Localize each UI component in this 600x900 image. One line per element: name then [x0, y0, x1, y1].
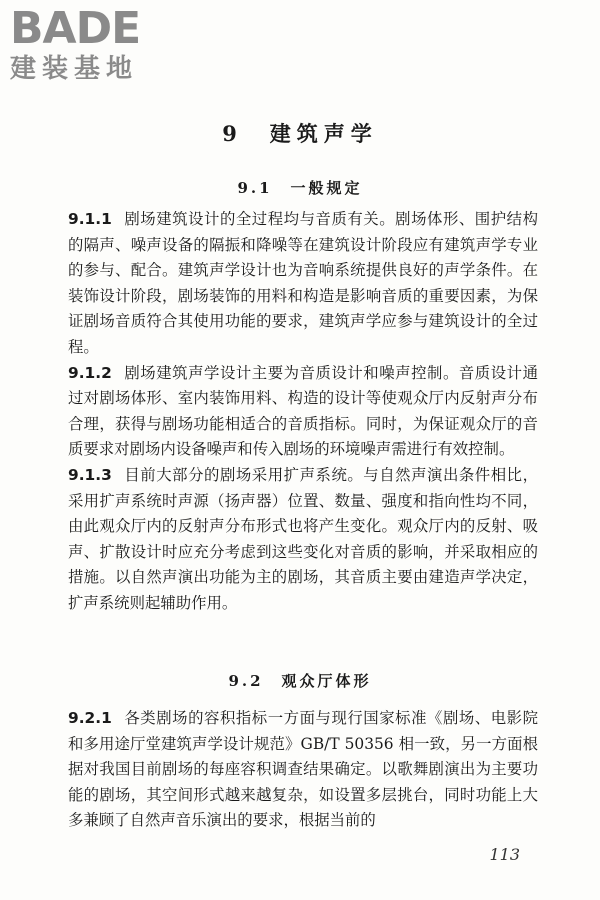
section-title-9-2: 9.2 观众厅体形: [228, 672, 372, 690]
clause-9-1-3: [68, 463, 538, 617]
clause-text: 剧场建筑设计的全过程均与音质有关。剧场体形、围护结构的隔声、噪声设备的隔振和降噪等在建筑设计阶段应有建筑声学专业的参与、配合。建筑声学设计也为音响系统提供良好的声学条件。在装饰设计阶段，剧场装饰的用料和构造是影响音质的重要因素，为保证剧场音质符合其使用功能的要求，建筑声学应参与建筑设计的全过程。: [68, 210, 538, 356]
clause-number: 9.2.1: [68, 709, 112, 727]
clause-text: 剧场建筑声学设计主要为音质设计和噪声控制。音质设计通过对剧场体形、室内装饰用料、构造的设计等使观众厅内反射声分布合理，获得与剧场功能相适合的音质指标。同时，为保证观众厅的音质要求对剧场内设备噪声和传入剧场的环境噪声需进行有效控制。: [68, 363, 538, 459]
section-9-2-body: [68, 706, 538, 834]
page-number: 113: [489, 845, 520, 864]
clause-number: 9.1.1: [68, 210, 112, 228]
logo-word: BADE: [10, 3, 141, 54]
clause-text: 目前大部分的剧场采用扩声系统。与自然声演出条件相比，采用扩声系统时声源（扬声器）位置、数量、强度和指向性均不同，由此观众厅内的反射声分布形式也将产生变化。观众厅内的反射、吸声、扩散设计时应充分考虑到这些变化对音质的影响，并采取相应的措施。以自然声演出功能为主的剧场，其音质主要由建造声学决定，扩声系统则起辅助作用。: [68, 465, 538, 612]
clause-9-2-1: [68, 706, 538, 834]
chapter-title: 9 建筑声学: [222, 121, 378, 146]
clause-9-1-2: [68, 361, 538, 463]
clause-number: 9.1.3: [68, 465, 112, 484]
clause-number: 9.1.2: [68, 363, 112, 382]
bade-logo: [10, 3, 180, 84]
clause-text: 各类剧场的容积指标一方面与现行国家标准《剧场、电影院和多用途厅堂建筑声学设计规范》GB/T 50356 相一致，另一方面根据对我国目前剧场的每座容积调查结果确定。以歌舞剧演出为主要功能的剧场，其空间形式越来越复杂，如设置多层挑台，同时功能上大多兼顾了自然声音乐演出的要求，根据当前的: [68, 709, 538, 830]
clause-9-1-1: [68, 207, 538, 361]
section-9-1-body: [68, 207, 538, 617]
logo-subtitle: 建装基地: [10, 54, 139, 84]
section-title-9-1: 9.1 一般规定: [237, 179, 363, 197]
